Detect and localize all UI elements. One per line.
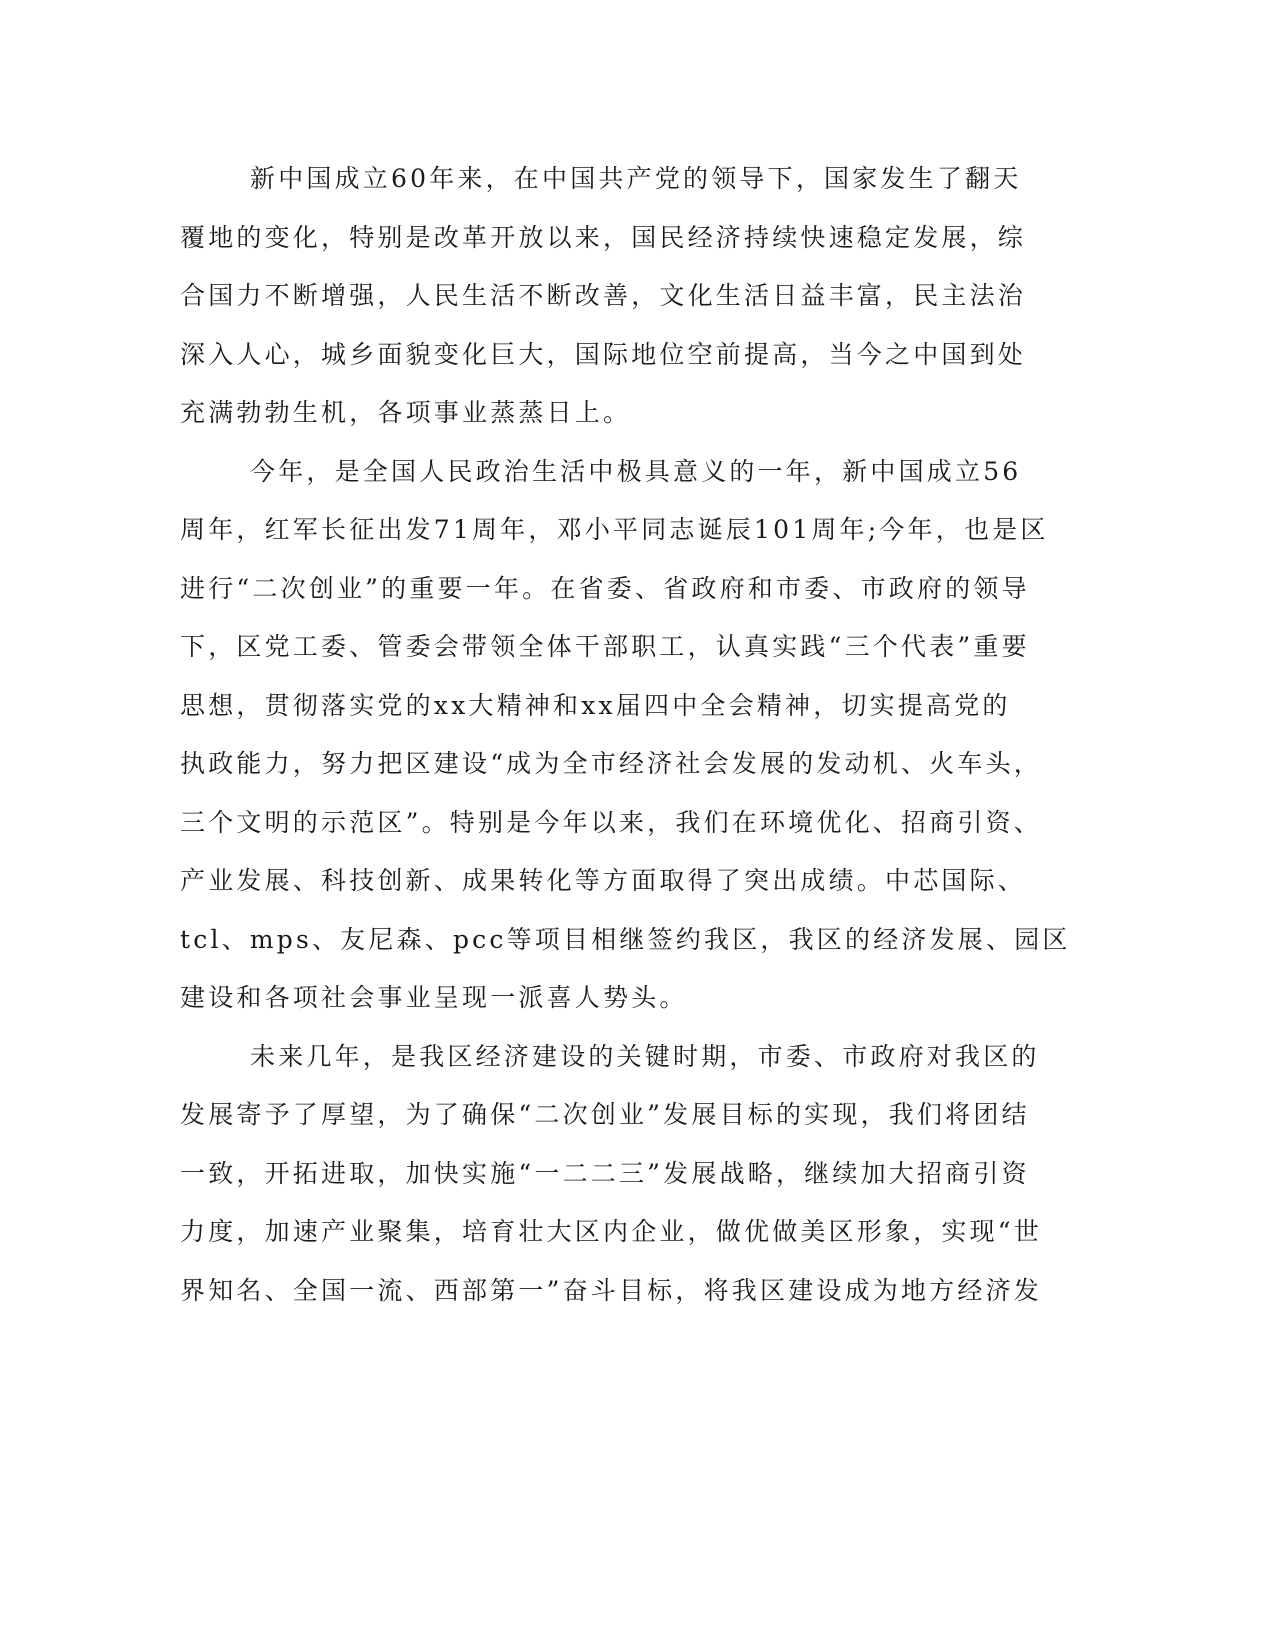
text-line: 思想，贯彻落实党的xx大精神和xx届四中全会精神，切实提高党的 <box>180 690 1011 720</box>
text-line: 建设和各项社会事业呈现一派喜人势头。 <box>180 983 688 1012</box>
paragraph-1 <box>180 150 1030 443</box>
text-line: 下，区党工委、管委会带领全体干部职工，认真实践“三个代表”重要 <box>180 632 1030 661</box>
text-line: tcl、mps、友尼森、pcc等项目相继签约我区，我区的经济发展、园区 <box>180 924 1071 954</box>
text-line: 覆地的变化，特别是改革开放以来，国民经济持续快速稳定发展，综 <box>180 222 1027 252</box>
text-line: 新中国成立60年来，在中国共产党的领导下，国家发生了翻天 <box>250 164 1022 193</box>
text-line: 三个文明的示范区”。特别是今年以来，我们在环境优化、招商引资、 <box>180 807 1042 837</box>
paragraph-3 <box>180 1028 1042 1321</box>
text-line: 深入人心，城乡面貌变化巨大，国际地位空前提高，当今之中国到处 <box>180 339 1027 369</box>
text-line: 周年，红军长征出发71周年，邓小平同志诞辰101周年;今年，也是区 <box>180 515 1049 544</box>
text-line: 未来几年，是我区经济建设的关键时期，市委、市政府对我区的 <box>250 1041 1040 1071</box>
text-line: 产业发展、科技创新、成果转化等方面取得了突出成绩。中芯国际、 <box>180 866 1027 895</box>
text-line: 界知名、全国一流、西部第一”奋斗目标，将我区建设成为地方经济发 <box>180 1275 1042 1305</box>
text-line: 一致，开拓进取，加快实施“一二二三”发展战略，继续加大招商引资 <box>180 1158 1030 1188</box>
text-line: 力度，加速产业聚集，培育壮大区内企业，做优做美区形象，实现“世 <box>180 1217 1042 1246</box>
text-line: 充满勃勃生机，各项事业蒸蒸日上。 <box>180 398 632 427</box>
text-line: 执政能力，努力把区建设“成为全市经济社会发展的发动机、火车头， <box>180 749 1042 778</box>
text-line: 进行“二次创业”的重要一年。在省委、省政府和市委、市政府的领导 <box>180 573 1030 603</box>
text-line: 今年，是全国人民政治生活中极具意义的一年，新中国成立56 <box>250 456 1022 486</box>
text-line: 发展寄予了厚望，为了确保“二次创业”发展目标的实现，我们将团结 <box>180 1100 1030 1129</box>
document-body <box>180 150 1071 1320</box>
text-line: 合国力不断增强，人民生活不断改善，文化生活日益丰富，民主法治 <box>180 281 1027 310</box>
paragraph-2 <box>180 443 1071 1028</box>
